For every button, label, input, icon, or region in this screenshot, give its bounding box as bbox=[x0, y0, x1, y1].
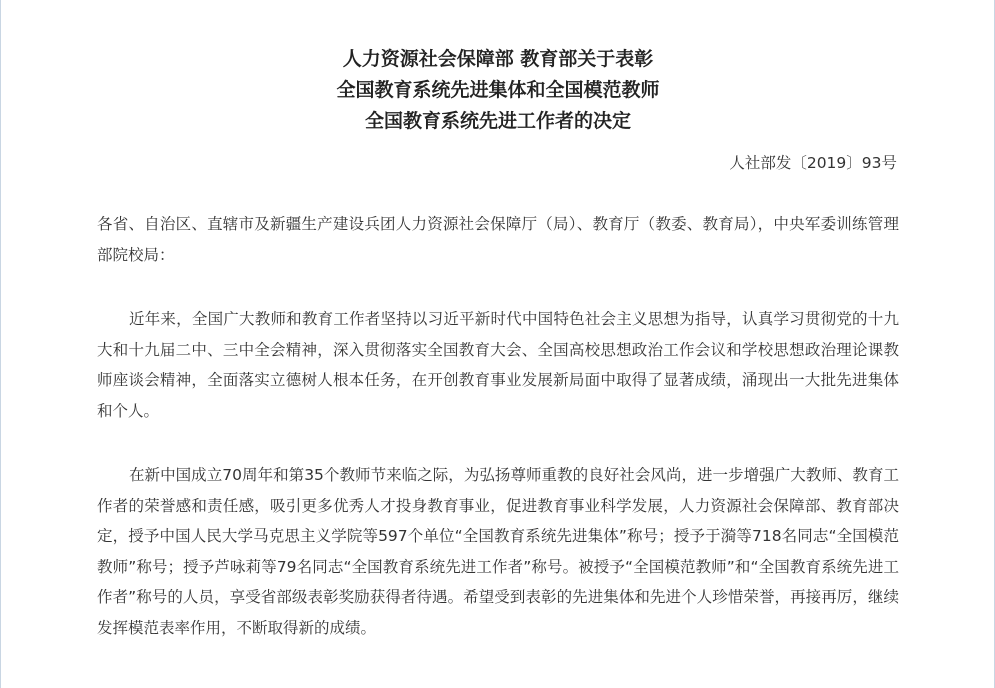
document-title bbox=[97, 44, 899, 137]
title-line-2: 全国教育系统先进集体和全国模范教师 bbox=[336, 79, 660, 101]
document-body bbox=[97, 44, 899, 643]
body-paragraph-2: 在新中国成立70周年和第35个教师节来临之际，为弘扬尊师重教的良好社会风尚，进一步增强广大教师、教育工作者的荣誉感和责任感，吸引更多优秀人才投身教育事业，促进教育事业科学发展，人力资源社会保障部、教育部决定，授予中国人民大学马克思主义学院等597个单位“全国教育系统先进集体”称号；授予于漪等718名同志“全国模范教师”称号；授予芦咏莉等79名同志“全国教育系统先进工作者”称号。被授予“全国模范教师”和“全国教育系统先进工作者”称号的人员，享受省部级表彰奖励获得者待遇。希望受到表彰的先进集体和先进个人珍惜荣誉，再接再厉，继续发挥模范表率作用，不断取得新的成绩。 bbox=[97, 466, 899, 637]
body-paragraph-1: 近年来，全国广大教师和教育工作者坚持以习近平新时代中国特色社会主义思想为指导，认真学习贯彻党的十九大和十九届二中、三中全会精神，深入贯彻落实全国教育大会、全国高校思想政治工作会议和学校思想政治理论课教师座谈会精神，全面落实立德树人根本任务，在开创教育事业发展新局面中取得了显著成绩，涌现出一大批先进集体和个人。 bbox=[97, 310, 899, 420]
addressee-paragraph: 各省、自治区、直辖市及新疆生产建设兵团人力资源社会保障厅（局）、教育厅（教委、教育局），中央军委训练管理部院校局： bbox=[97, 215, 899, 264]
document-number: 人社部发〔2019〕93号 bbox=[729, 154, 897, 172]
title-line-3: 全国教育系统先进工作者的决定 bbox=[364, 110, 631, 132]
title-line-1: 人力资源社会保障部 教育部关于表彰 bbox=[342, 48, 654, 70]
